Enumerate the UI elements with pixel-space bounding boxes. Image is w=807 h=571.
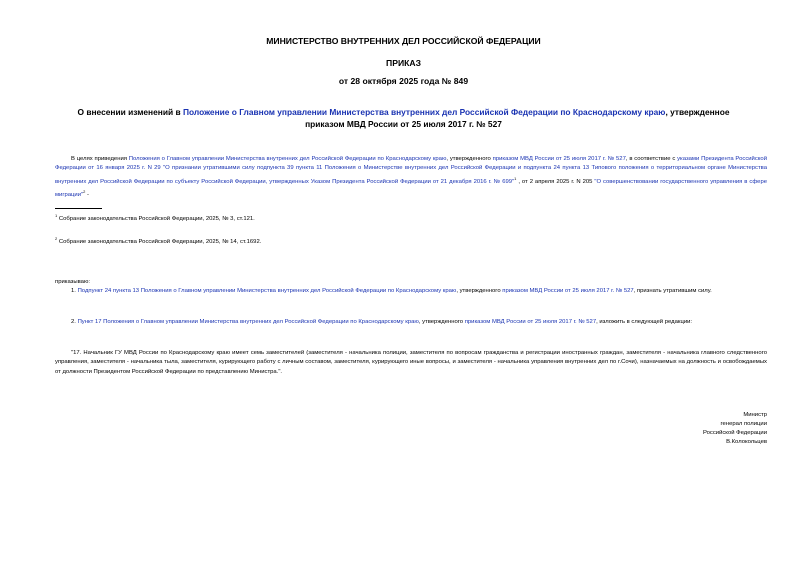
signatory-position: Министр [743, 412, 767, 418]
ministry-heading: МИНИСТЕРСТВО ВНУТРЕННИХ ДЕЛ РОССИЙСКОЙ ФЕДЕРАЦИИ [266, 36, 541, 46]
signatory-country: Российской Федерации [702, 430, 767, 437]
quoted-paragraph-17: "17. Начальник ГУ МВД России по Краснодарскому краю имеет семь заместителей (заместителя - начальника полиции, заместителя по вопросам гражданства и регистрации иностранных граждан, заместителя - начальника главного следственного управления, заместителя - начальника тыла, заместителя, курирующего работу с личным составом, заместителя, курирующего иные вопросы, и заместителя - начальника управления внутренних дел по г.Сочи), назначаемых на должность и освобождаемых от должности Президентом Российской Федерации по представлению Министра.". [55, 350, 767, 375]
doc-type-heading: ПРИКАЗ [386, 58, 421, 68]
date-number-heading: от 28 октября 2025 года № 849 [338, 76, 469, 86]
signatory-rank: генерал полиции [720, 421, 767, 428]
order-527-link[interactable]: приказом МВД России от 25 июля 2017 г. № 527 [492, 156, 626, 162]
subparagraph-24-link[interactable]: Подпункт 24 пункта 13 Положения о Главном управлении Министерства внутренних дел Российской Федерации по Краснодарскому краю [77, 288, 457, 294]
footnote-2: $^2$ Собрание законодательства Российской Федерации, 2025, № 14, ст.1692. [55, 236, 262, 245]
decree-205-link[interactable]: "О совершенствовании государственного управления в сфере миграции" [55, 178, 767, 198]
subject-regulation-link[interactable]: Положение о Главном управлении Министерства внутренних дел Российской Федерации по Краснодарскому краю [182, 107, 666, 117]
document-subject: О внесении изменений в Положение о Главном управлении Министерства внутренних дел Российской Федерации по Краснодарскому краю, утвержденное приказом МВД России от 25 июля 2017 г. № 527 [77, 107, 730, 129]
order-527-link-item1[interactable]: приказом МВД России от 25 июля 2017 г. № 527 [502, 288, 634, 294]
footnote-ref-2[interactable]: 2 [83, 188, 86, 194]
preamble-paragraph: В целях приведения Положения о Главном управлении Министерства внутренних дел Российской Федерации по Краснодарскому краю, утвержденного приказом МВД России от 25 июля 2017 г. № 527, в соответствие с указами Президента Российской Федерации от 16 января 2025 г. N 29 "О признании утратившими силу подпункта 39 пункта 11 Положения о Министерстве внутренних дел Российской Федерации и подпункта 24 пункта 13 Типового положения о территориальном органе Министерства внутренних дел Российской Федерации по субъекту Российской Федерации, утвержденных Указом Президента Российской Федерации от 21 декабря 2016 г. № 699"$^1$ , от 2 апреля 2025 г. N 205 "О совершенствовании государственного управления в сфере миграции"$^2$ - [55, 156, 768, 198]
decree-29-link[interactable]: указами Президента Российской Федерации от 16 января 2025 г. N 29 "О признании утратившими силу подпункта 39 пункта 11 Положения о Министерстве внутренних дел Российской Федерации и подпункта 24 пункта 13 Типового положения о территориальном органе Министерства внутренних дел Российской Федерации по субъекту Российской Федерации, утвержденных Указом Президента Российской Федерации от 21 декабря 2016 г. № 699" [55, 156, 768, 185]
regulation-link[interactable]: Положения о Главном управлении Министерства внутренних дел Российской Федерации по Краснодарскому краю [128, 156, 447, 162]
paragraph-17-link[interactable]: Пункт 17 Положения о Главном управлении Министерства внутренних дел Российской Федерации по Краснодарскому краю [77, 319, 419, 325]
footnote-divider [55, 208, 102, 209]
item-2-paragraph: 2. Пункт 17 Положения о Главном управлении Министерства внутренних дел Российской Федерации по Краснодарскому краю, утвержденного приказом МВД России от 25 июля 2017 г. № 527, изложить в следующей редакции: [71, 319, 693, 325]
footnote-1: $^1$ Собрание законодательства Российской Федерации, 2025, № 3, ст.121. [55, 213, 255, 222]
item-1-paragraph: 1. Подпункт 24 пункта 13 Положения о Главном управлении Министерства внутренних дел Российской Федерации по Краснодарскому краю, утвержденного приказом МВД России от 25 июля 2017 г. № 527, признать утратившим силу. [71, 288, 712, 294]
signatory-name: В.Колокольцев [726, 439, 767, 446]
order-527-link-item2[interactable]: приказом МВД России от 25 июля 2017 г. № 527 [464, 319, 597, 325]
signature-block [600, 411, 767, 447]
footnote-ref-1[interactable]: 1 [514, 175, 517, 181]
order-word: приказываю: [55, 279, 91, 285]
